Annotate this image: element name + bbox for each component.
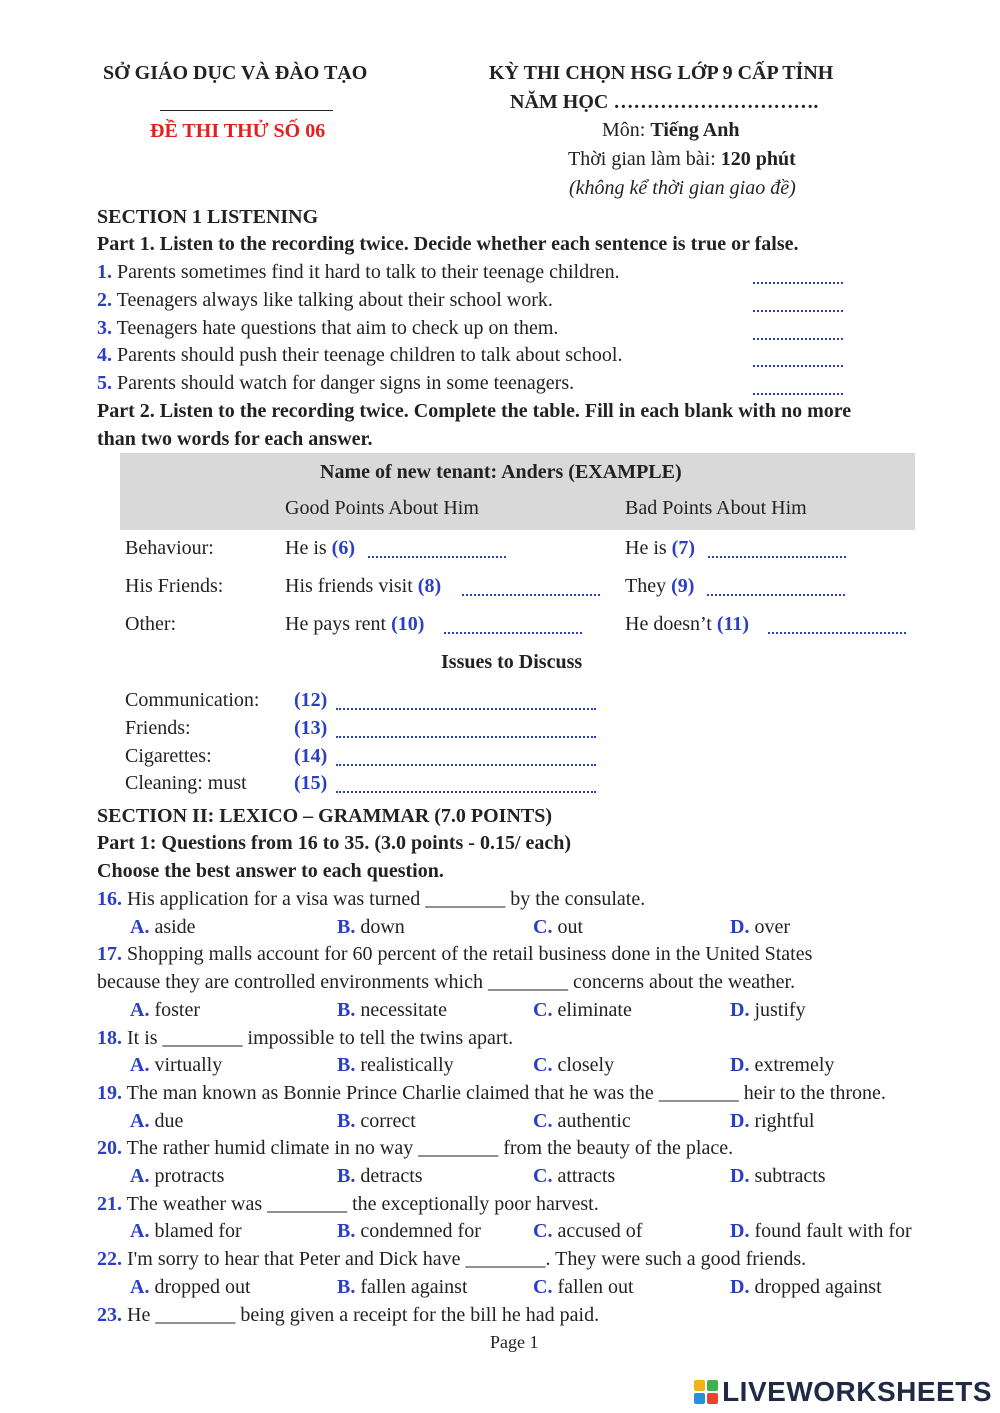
question-text: I'm sorry to hear that Peter and Dick have ________. They were such a good friends.: [122, 1248, 807, 1271]
option-text: over: [749, 915, 790, 938]
bad-point-cell: [625, 613, 749, 636]
option-text: fallen out: [552, 1275, 634, 1298]
liveworksheets-mark-icon: [694, 1380, 718, 1404]
answer-option[interactable]: [337, 1054, 454, 1077]
answer-blank[interactable]: [708, 542, 846, 558]
option-letter: B.: [337, 1054, 356, 1077]
answer-option[interactable]: [730, 1165, 826, 1188]
question-text: The weather was ________ the exceptionally poor harvest.: [122, 1192, 599, 1215]
option-letter: B.: [337, 1165, 356, 1187]
option-text: eliminate: [552, 998, 632, 1021]
option-text: authentic: [552, 1109, 631, 1132]
answer-option[interactable]: [730, 1110, 814, 1133]
answer-option[interactable]: [130, 1054, 222, 1077]
answer-option[interactable]: [533, 916, 583, 939]
option-letter: C.: [533, 1165, 553, 1187]
statement-item: [97, 289, 553, 312]
option-letter: A.: [130, 1054, 150, 1077]
question-text: His application for a visa was turned ________ by the consulate.: [122, 888, 646, 910]
table-caption: Name of new tenant: Anders (EXAMPLE): [320, 461, 682, 483]
answer-option[interactable]: [730, 916, 790, 939]
answer-option[interactable]: [337, 999, 447, 1022]
option-text: accused of: [552, 1220, 643, 1243]
statement-number: 5.: [97, 372, 112, 395]
option-text: rightful: [749, 1109, 815, 1132]
statement-item: [97, 344, 622, 367]
bad-point-text: He doesn’t: [625, 613, 717, 635]
question-text: It is ________ impossible to tell the twins apart.: [122, 1026, 514, 1049]
answer-blank[interactable]: [336, 722, 596, 738]
option-text: foster: [149, 998, 200, 1021]
subject: Môn: Tiếng Anh: [602, 119, 740, 141]
question-number: 18.: [97, 1026, 122, 1049]
liveworksheets-logo: [694, 1377, 992, 1407]
question-number: 21.: [97, 1192, 122, 1215]
option-letter: D.: [730, 998, 750, 1021]
column-bad-points: Bad Points About Him: [625, 497, 807, 519]
answer-option[interactable]: [730, 1054, 834, 1077]
answer-option[interactable]: [337, 916, 405, 939]
issue-label: Cigarettes:: [125, 744, 212, 767]
good-point-text: His friends visit: [285, 575, 418, 597]
option-letter: D.: [730, 1275, 750, 1298]
option-letter: C.: [533, 915, 553, 938]
question-text: He ________ being given a receipt for the bill he had paid.: [122, 1303, 600, 1326]
option-letter: D.: [730, 1054, 750, 1077]
option-letter: D.: [730, 915, 750, 938]
option-letter: A.: [130, 915, 150, 938]
question-stem: [97, 1137, 733, 1160]
option-text: out: [552, 915, 584, 938]
option-letter: B.: [337, 998, 356, 1021]
answer-blank[interactable]: [444, 618, 582, 634]
answer-blank[interactable]: [336, 694, 596, 710]
option-text: down: [355, 915, 405, 938]
issue-label: Communication:: [125, 689, 260, 711]
option-text: dropped against: [749, 1275, 882, 1298]
answer-option[interactable]: [533, 1165, 615, 1188]
option-letter: A.: [130, 998, 150, 1021]
statement-text: Parents should watch for danger signs in some teenagers.: [112, 372, 575, 395]
option-text: aside: [149, 915, 196, 938]
test-number: ĐỀ THI THỬ SỐ 06: [150, 120, 326, 142]
question-number: 19.: [97, 1081, 122, 1104]
answer-option[interactable]: [130, 999, 200, 1022]
answer-option[interactable]: [533, 1220, 642, 1243]
answer-option[interactable]: [337, 1220, 481, 1243]
answer-blank[interactable]: [753, 351, 843, 367]
question-number: 16.: [97, 888, 122, 910]
option-letter: A.: [130, 1275, 150, 1298]
question-stem: [97, 943, 812, 966]
option-letter: A.: [130, 1109, 150, 1132]
option-letter: D.: [730, 1165, 750, 1187]
option-text: fallen against: [355, 1275, 468, 1298]
part2-title-line2: than two words for each answer.: [97, 428, 373, 450]
answer-option[interactable]: [730, 999, 806, 1022]
issue-label: Cleaning: must: [125, 772, 247, 795]
row-label: Other:: [125, 613, 177, 635]
statement-number: 3.: [97, 316, 112, 339]
option-text: detracts: [355, 1165, 423, 1187]
answer-blank[interactable]: [368, 542, 506, 558]
time-note: (không kể thời gian giao đề): [569, 177, 796, 199]
option-text: correct: [355, 1109, 416, 1132]
answer-blank[interactable]: [336, 777, 596, 793]
section2-instruction: Choose the best answer to each question.: [97, 860, 444, 882]
option-text: justify: [749, 998, 806, 1021]
bad-point-cell: [625, 575, 694, 598]
issue-label: Friends:: [125, 716, 191, 739]
option-text: closely: [552, 1054, 615, 1077]
question-stem: [97, 1304, 599, 1327]
option-letter: C.: [533, 998, 553, 1021]
option-letter: D.: [730, 1220, 750, 1243]
answer-option[interactable]: [337, 1276, 468, 1299]
header-org: SỞ GIÁO DỤC VÀ ĐÀO TẠO: [103, 62, 368, 84]
option-text: due: [149, 1109, 184, 1132]
option-text: found fault with for: [749, 1220, 912, 1243]
option-text: necessitate: [355, 998, 447, 1021]
answer-option[interactable]: [337, 1165, 423, 1188]
option-letter: A.: [130, 1165, 150, 1187]
good-point-text: He is: [285, 537, 332, 559]
answer-option[interactable]: [533, 999, 632, 1022]
brand-name: LIVEWORKSHEETS: [722, 1376, 992, 1407]
section2-part1-title: Part 1: Questions from 16 to 35. (3.0 points - 0.15/ each): [97, 832, 572, 854]
blank-number: (13): [294, 716, 328, 739]
statement-text: Parents sometimes find it hard to talk to their teenage children.: [112, 261, 620, 283]
answer-option[interactable]: [130, 1110, 183, 1133]
question-stem: [97, 1027, 513, 1050]
answer-blank[interactable]: [753, 268, 843, 284]
option-letter: B.: [337, 1109, 356, 1132]
part2-title-line1: Part 2. Listen to the recording twice. Complete the table. Fill in each blank with no more: [97, 400, 852, 422]
statement-item: [97, 372, 574, 395]
blank-number: (11): [716, 613, 750, 635]
blank-number: (14): [294, 744, 328, 767]
option-text: virtually: [149, 1054, 223, 1077]
option-text: realistically: [355, 1054, 454, 1077]
part1-title: Part 1. Listen to the recording twice. Decide whether each sentence is true or false.: [97, 233, 799, 255]
answer-option[interactable]: [130, 916, 196, 939]
option-text: attracts: [552, 1165, 616, 1187]
option-letter: B.: [337, 1275, 356, 1298]
option-letter: C.: [533, 1275, 553, 1298]
option-letter: C.: [533, 1220, 553, 1243]
answer-option[interactable]: [533, 1276, 634, 1299]
row-label: His Friends:: [125, 575, 224, 597]
answer-option[interactable]: [730, 1276, 882, 1299]
question-text-continued: because they are controlled environments which ________ concerns about the weather.: [97, 971, 796, 994]
option-letter: B.: [337, 1220, 356, 1243]
answer-blank[interactable]: [336, 750, 596, 766]
section1-title: SECTION 1 LISTENING: [97, 206, 319, 228]
option-letter: C.: [533, 1054, 553, 1077]
blank-number: (12): [294, 689, 328, 711]
question-stem: [97, 1248, 806, 1271]
answer-option[interactable]: [533, 1110, 631, 1133]
question-number: 17.: [97, 943, 122, 966]
option-letter: D.: [730, 1109, 750, 1132]
answer-blank[interactable]: [753, 296, 843, 312]
exam-time: Thời gian làm bài: 120 phút: [568, 148, 796, 170]
statement-text: Parents should push their teenage children to talk about school.: [112, 344, 623, 367]
statement-number: 2.: [97, 288, 112, 311]
answer-option[interactable]: [337, 1110, 416, 1133]
blank-number: (9): [671, 575, 695, 597]
question-text: The rather humid climate in no way ________ from the beauty of the place.: [122, 1137, 734, 1160]
option-text: condemned for: [355, 1220, 481, 1243]
question-stem: [97, 888, 645, 911]
blank-number: (8): [417, 575, 442, 597]
exam-title: KỲ THI CHỌN HSG LỚP 9 CẤP TỈNH: [489, 62, 834, 84]
answer-option[interactable]: [533, 1054, 614, 1077]
answer-blank[interactable]: [707, 580, 845, 596]
bad-point-cell: [625, 537, 695, 560]
page-number: Page 1: [490, 1332, 539, 1352]
question-number: 20.: [97, 1137, 122, 1160]
statement-item: [97, 261, 620, 284]
option-text: protracts: [149, 1165, 225, 1187]
bad-point-text: He is: [625, 537, 672, 559]
bad-point-text: They: [625, 575, 672, 597]
good-point-cell: [285, 613, 424, 636]
answer-blank[interactable]: [768, 618, 906, 634]
column-good-points: Good Points About Him: [285, 497, 479, 519]
question-stem: [97, 1193, 599, 1216]
answer-blank[interactable]: [753, 379, 843, 395]
option-letter: B.: [337, 915, 356, 938]
option-text: blamed for: [149, 1220, 242, 1243]
statement-number: 4.: [97, 344, 112, 367]
statement-item: [97, 317, 558, 340]
good-point-text: He pays rent: [285, 613, 392, 635]
question-stem: [97, 1082, 886, 1105]
blank-number: (6): [331, 537, 355, 559]
question-number: 22.: [97, 1248, 122, 1271]
option-letter: C.: [533, 1109, 553, 1132]
issues-title: Issues to Discuss: [441, 651, 583, 673]
good-point-cell: [285, 575, 441, 598]
blank-number: (7): [671, 537, 695, 559]
option-text: extremely: [749, 1054, 835, 1077]
answer-option[interactable]: [130, 1165, 224, 1188]
blank-number: (10): [391, 613, 425, 635]
answer-option[interactable]: [130, 1220, 242, 1243]
answer-blank[interactable]: [462, 580, 600, 596]
option-letter: A.: [130, 1220, 150, 1243]
row-label: Behaviour:: [125, 537, 214, 559]
blank-number: (15): [294, 772, 328, 795]
header-divider: [160, 110, 333, 111]
option-text: subtracts: [749, 1165, 826, 1187]
question-text: Shopping malls account for 60 percent of the retail business done in the United States: [122, 943, 813, 966]
statement-text: Teenagers always like talking about their school work.: [112, 288, 553, 311]
statement-text: Teenagers hate questions that aim to check up on them.: [112, 316, 559, 339]
section2-title: SECTION II: LEXICO – GRAMMAR (7.0 POINTS): [97, 805, 553, 827]
answer-option[interactable]: [730, 1220, 912, 1243]
answer-blank[interactable]: [753, 324, 843, 340]
good-point-cell: [285, 537, 355, 560]
answer-option[interactable]: [130, 1276, 251, 1299]
option-text: dropped out: [149, 1275, 251, 1298]
statement-number: 1.: [97, 261, 112, 283]
question-text: The man known as Bonnie Prince Charlie claimed that he was the ________ heir to the throne.: [122, 1081, 886, 1104]
question-number: 23.: [97, 1303, 122, 1326]
school-year: NĂM HỌC ………………………….: [510, 91, 819, 113]
